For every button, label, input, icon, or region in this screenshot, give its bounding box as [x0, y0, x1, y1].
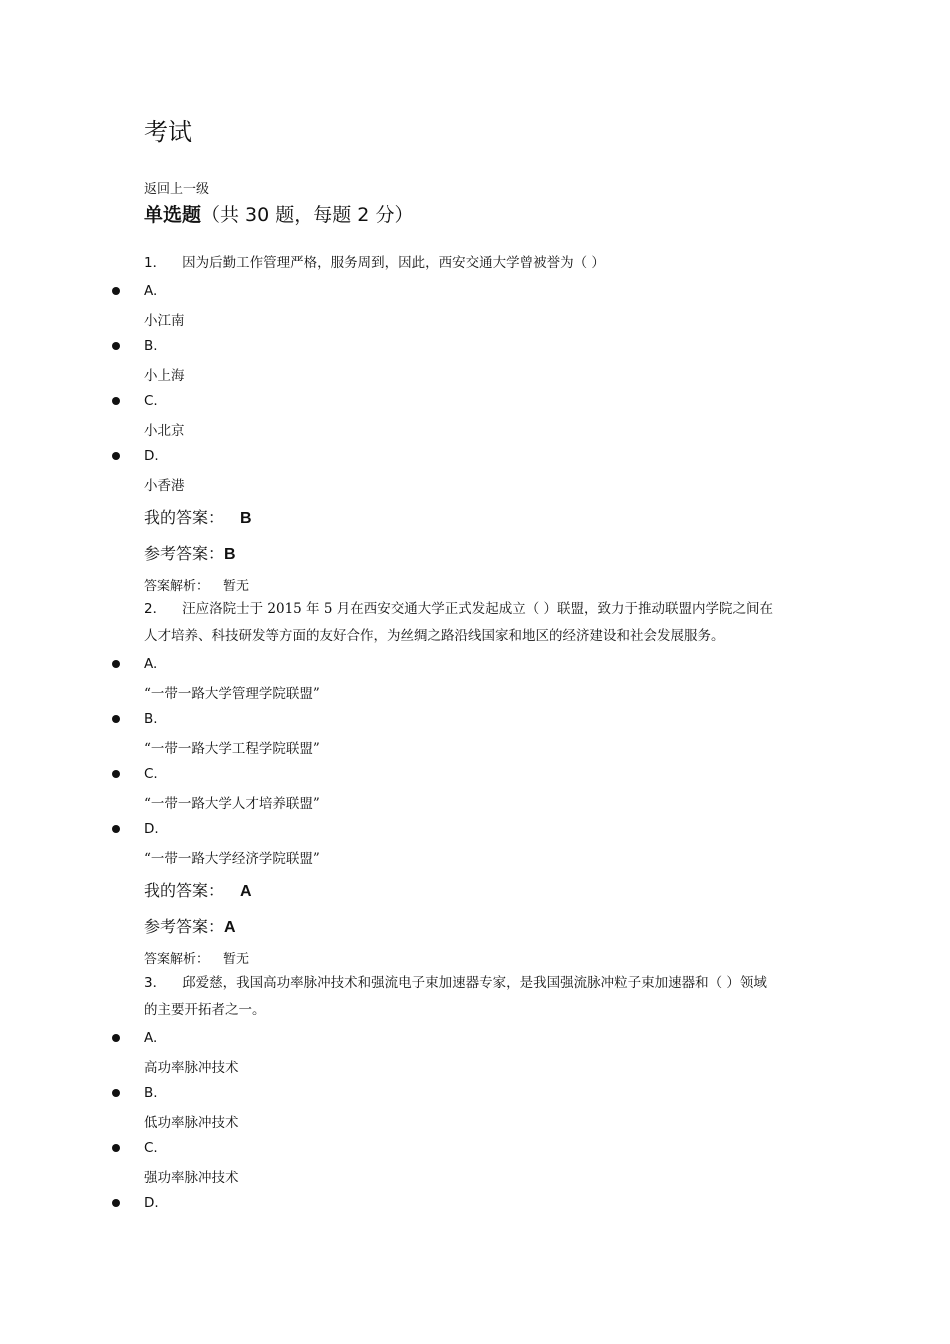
option-letter[interactable]: A.: [144, 1030, 158, 1046]
bullet-icon: [112, 660, 120, 668]
option-letter[interactable]: D.: [144, 1195, 159, 1211]
ref-answer-label: 参考答案：: [144, 917, 225, 936]
option-letter[interactable]: C.: [144, 1140, 158, 1156]
bullet-icon: [112, 1199, 120, 1207]
option-text[interactable]: “一带一路大学人才培养联盟”: [144, 796, 320, 812]
back-link[interactable]: 返回上一级: [144, 182, 210, 197]
bullet-icon: [112, 452, 120, 460]
bullet-icon: [112, 770, 120, 778]
question-text: 汪应洛院士于 2015 年 5 月在西安交通大学正式发起成立（ ）联盟，致力于推动联盟内学院之间在: [182, 601, 773, 617]
option-letter[interactable]: B.: [144, 338, 158, 354]
option-letter[interactable]: C.: [144, 766, 158, 782]
option-text[interactable]: 小北京: [144, 423, 185, 439]
answer-explanation: [144, 575, 249, 594]
my-answer-label: 我的答案：: [144, 881, 225, 900]
question-text-continued: 人才培养、科技研发等方面的友好合作，为丝绸之路沿线国家和地区的经济建设和社会发展服务。: [144, 628, 725, 644]
explanation-value: 暂无: [223, 579, 250, 594]
ref-answer-value: A: [224, 919, 236, 936]
option-text[interactable]: “一带一路大学工程学院联盟”: [144, 741, 320, 757]
bullet-icon: [112, 287, 120, 295]
my-answer: [144, 878, 252, 901]
bullet-icon: [112, 342, 120, 350]
option-letter[interactable]: A.: [144, 283, 158, 299]
section-info: （共 30 题，每题 2 分）: [201, 204, 414, 226]
option-letter[interactable]: D.: [144, 821, 159, 837]
ref-answer-label: 参考答案：: [144, 544, 225, 563]
my-answer-value: A: [240, 883, 252, 900]
question-text: 邱爱慈，我国高功率脉冲技术和强流电子束加速器专家，是我国强流脉冲粒子束加速器和（ ）领域: [182, 975, 767, 991]
bullet-icon: [112, 1144, 120, 1152]
reference-answer: [144, 914, 236, 937]
option-text[interactable]: “一带一路大学经济学院联盟”: [144, 851, 320, 867]
question-number: 1．: [144, 255, 167, 271]
answer-explanation: [144, 948, 249, 967]
section-type: 单选题: [144, 204, 202, 226]
option-text[interactable]: 高功率脉冲技术: [144, 1060, 239, 1076]
option-text[interactable]: 低功率脉冲技术: [144, 1115, 239, 1131]
my-answer-label: 我的答案：: [144, 508, 225, 527]
explanation-label: 答案解析：: [144, 952, 210, 967]
question-text-continued: 的主要开拓者之一。: [144, 1002, 266, 1018]
option-text[interactable]: 小上海: [144, 368, 185, 384]
option-text[interactable]: “一带一路大学管理学院联盟”: [144, 686, 320, 702]
section-heading: [144, 200, 413, 227]
question-number: 2．: [144, 601, 167, 617]
question-number: 3．: [144, 975, 167, 991]
page-title: 考试: [144, 118, 192, 146]
question-stem: [144, 250, 605, 277]
option-letter[interactable]: B.: [144, 1085, 158, 1101]
question-text: 因为后勤工作管理严格，服务周到，因此，西安交通大学曾被誉为（ ）: [182, 255, 605, 271]
explanation-value: 暂无: [223, 952, 250, 967]
bullet-icon: [112, 715, 120, 723]
reference-answer: [144, 541, 236, 564]
option-text[interactable]: 强功率脉冲技术: [144, 1170, 239, 1186]
option-letter[interactable]: B.: [144, 711, 158, 727]
question-stem: [144, 970, 767, 997]
bullet-icon: [112, 397, 120, 405]
option-letter[interactable]: C.: [144, 393, 158, 409]
bullet-icon: [112, 825, 120, 833]
question-stem: [144, 596, 773, 623]
option-text[interactable]: 小香港: [144, 478, 185, 494]
my-answer: [144, 505, 252, 528]
explanation-label: 答案解析：: [144, 579, 210, 594]
ref-answer-value: B: [224, 546, 236, 563]
bullet-icon: [112, 1034, 120, 1042]
option-text[interactable]: 小江南: [144, 313, 185, 329]
bullet-icon: [112, 1089, 120, 1097]
option-letter[interactable]: D.: [144, 448, 159, 464]
option-letter[interactable]: A.: [144, 656, 158, 672]
my-answer-value: B: [240, 510, 252, 527]
